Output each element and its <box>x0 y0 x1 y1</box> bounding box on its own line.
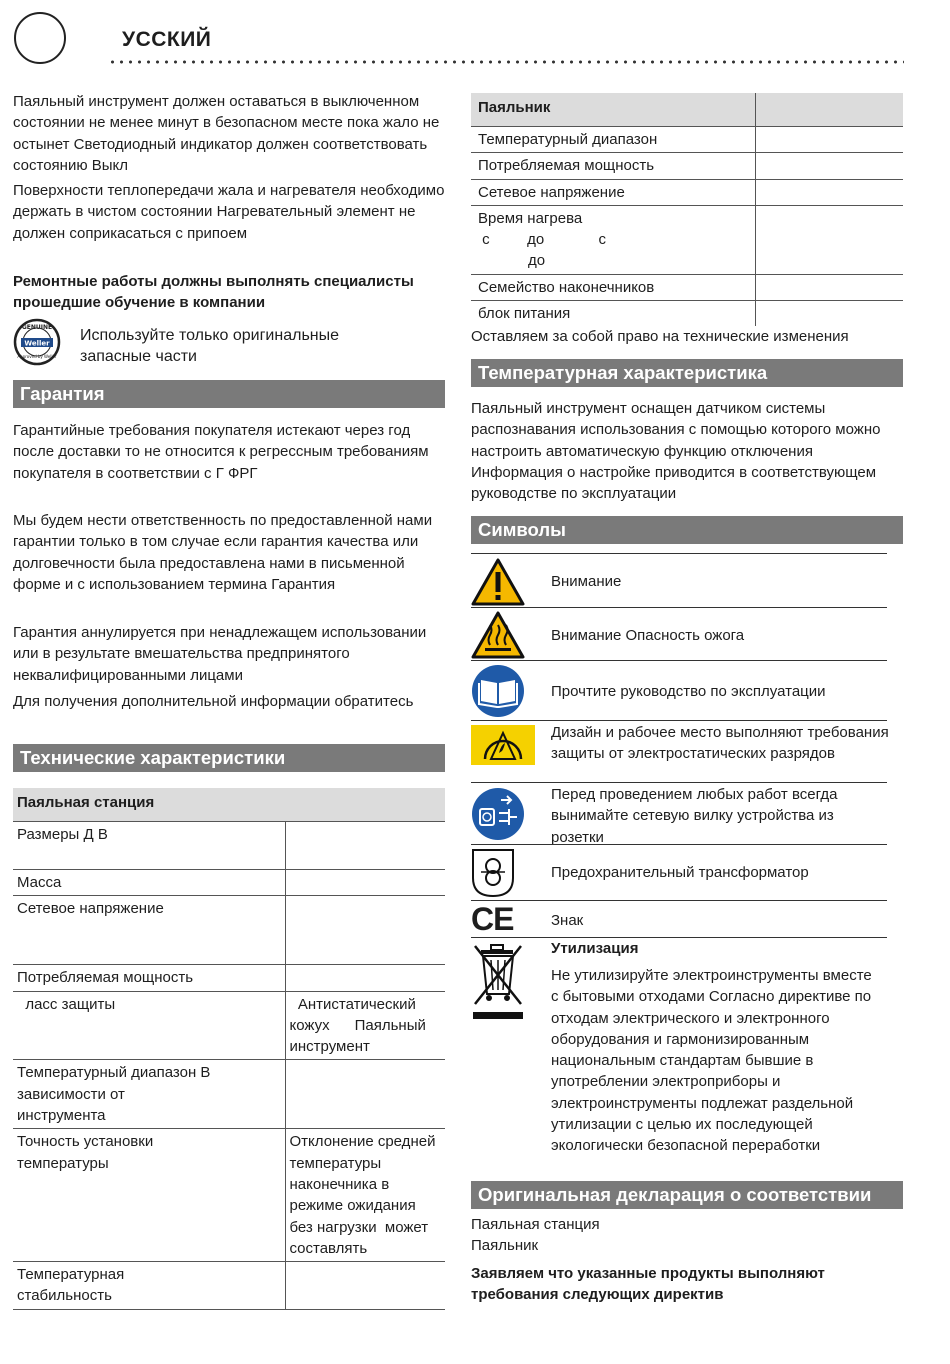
spec-label: блок питания <box>478 305 571 323</box>
iron-spec-header-label: Паяльник <box>471 93 755 127</box>
repair-notice: Ремонтные работы должны выполнять специалисты прошедшие обучение в компании <box>13 273 414 312</box>
symbol-row-hot <box>471 607 887 661</box>
symbol-label: Дизайн и рабочее место выполняют требования защиты от электростатических разрядов <box>551 724 889 763</box>
genuine-parts-text: Используйте только оригинальные запасные части <box>80 327 340 366</box>
symbol-label: Знак <box>551 912 584 929</box>
table-row <box>471 127 903 153</box>
symbol-row-unplug <box>471 782 887 845</box>
spec-value <box>755 205 903 274</box>
symbol-row-esd <box>471 720 887 783</box>
spec-label: ласс защиты <box>13 991 285 1060</box>
genuine-parts-logo <box>13 318 61 366</box>
tech-section-title: Технические характеристики <box>13 744 445 772</box>
spec-label: Потребляемая мощность <box>471 153 755 179</box>
declaration-statement: Заявляем что указанные продукты выполняют требования следующих директив <box>471 1265 825 1304</box>
safety-paragraph-2: Поверхности теплопередачи жала и нагревателя необходимо держать в чистом состоянии Нагревательный элемент не должен соприкасаться с припоем <box>13 182 445 242</box>
warranty-paragraph-3: Гарантия аннулируется при ненадлежащем использовании или в результате вмешательства предпринятого неквалифицированными лицами <box>13 624 427 684</box>
svg-text:Weller: Weller <box>24 339 50 348</box>
station-spec-header-label: Паяльная станция <box>13 788 445 822</box>
esd-icon <box>471 725 535 769</box>
symbol-row-transformer <box>471 844 887 901</box>
declaration-line-2: Паяльник <box>471 1237 539 1254</box>
warranty-section-title: Гарантия <box>13 380 445 408</box>
page-title: УССКИЙ <box>122 28 212 51</box>
language-badge <box>14 12 66 64</box>
manual-icon <box>471 664 525 722</box>
spec-label: Температурный диапазон В зависимости от инструмента <box>13 1060 285 1129</box>
crossed-bin-icon <box>471 942 525 1026</box>
spec-value <box>285 870 445 896</box>
table-row <box>13 822 445 870</box>
spec-label: Сетевое напряжение <box>471 179 755 205</box>
spec-label: Потребляемая мощность <box>13 965 285 991</box>
symbol-row-ce <box>471 900 887 938</box>
table-row <box>471 179 903 205</box>
spec-value <box>755 153 903 179</box>
station-spec-header <box>13 788 445 822</box>
spec-sublabel: с до с <box>478 231 606 249</box>
warranty-paragraph-2: Мы будем нести ответственность по предоставленной нами гарантии только в том случае если гарантия качества или долговечности была предоставлена нами в письменной форме и с использованием термина Гарантия <box>13 512 433 593</box>
hot-surface-icon <box>471 611 525 663</box>
spec-label-heat <box>471 205 755 274</box>
table-row <box>471 274 903 300</box>
transformer-icon <box>471 848 515 902</box>
disposal-title: Утилизация <box>551 940 639 957</box>
spec-label: Точность установки температуры <box>13 1129 285 1262</box>
table-row <box>471 205 903 274</box>
dotted-divider <box>108 60 904 64</box>
symbol-label: Прочтите руководство по эксплуатации <box>551 683 826 700</box>
spec-value <box>285 896 445 965</box>
spec-value <box>755 274 903 300</box>
table-row <box>471 301 903 327</box>
spec-label: Время нагрева <box>478 209 583 227</box>
symbol-label: Внимание Опасность ожога <box>551 627 745 644</box>
spec-value: Антистатический кожух Паяльный инструмент <box>285 991 445 1060</box>
spec-value <box>755 127 903 153</box>
spec-label: Размеры Д В <box>13 822 285 870</box>
spec-value <box>755 301 903 327</box>
temp-section-title: Температурная характеристика <box>471 359 903 387</box>
svg-text:Approved by Weller: Approved by Weller <box>17 354 57 359</box>
spec-label: Масса <box>13 870 285 896</box>
station-spec-table <box>13 788 445 1310</box>
svg-text:GENUINE: GENUINE <box>21 324 53 331</box>
tech-changes-note: Оставляем за собой право на технические изменения <box>471 328 849 345</box>
table-row <box>471 153 903 179</box>
iron-spec-header-value <box>755 93 903 127</box>
symbol-row-disposal <box>471 937 887 1178</box>
ce-icon: CE <box>471 901 514 937</box>
declaration-line-1: Паяльная станция <box>471 1216 600 1233</box>
symbols-section-title: Символы <box>471 516 903 544</box>
declaration-section-title: Оригинальная декларация о соответствии <box>471 1181 903 1209</box>
table-row <box>13 1262 445 1310</box>
iron-spec-header <box>471 93 903 127</box>
symbol-label: Перед проведением любых работ всегда вынимайте сетевую вилку устройства из розетки <box>551 786 838 846</box>
temp-paragraph: Паяльный инструмент оснащен датчиком системы распознавания использования с помощью которого можно настроить автоматическую функцию отключения Информация о настройке приводится в соответствующем руководстве по эксплуатации <box>471 400 881 503</box>
spec-value: Отклонение средней температуры наконечника в режиме ожидания без нагрузки может составлять <box>285 1129 445 1262</box>
symbol-row-warning <box>471 553 887 608</box>
table-row <box>13 1060 445 1129</box>
symbol-row-manual <box>471 660 887 721</box>
warranty-paragraph-4: Для получения дополнительной информации обратитесь <box>13 693 414 710</box>
spec-sublabel: до <box>478 252 546 270</box>
warranty-paragraph-1: Гарантийные требования покупателя истекают через год после доставки то не относится к регрессным требованиям покупателя в соответствии с Г ФРГ <box>13 422 429 482</box>
symbol-label: Предохранительный трансформатор <box>551 864 809 881</box>
spec-label: Семейство наконечников <box>471 274 755 300</box>
spec-value <box>285 965 445 991</box>
table-row <box>13 870 445 896</box>
spec-value <box>285 1060 445 1129</box>
symbol-label: Внимание <box>551 573 622 590</box>
table-row <box>13 991 445 1060</box>
spec-value <box>755 179 903 205</box>
safety-paragraph-1: Паяльный инструмент должен оставаться в выключенном состоянии не менее минут в безопасном месте пока жало не остынет Светодиодный индикатор должен соответствовать состоянию Выкл <box>13 93 440 174</box>
spec-value <box>285 822 445 870</box>
spec-value <box>285 1262 445 1310</box>
table-row <box>13 896 445 965</box>
disposal-text: Не утилизируйте электроинструменты вместе с бытовыми отходами Согласно директиве по отходам электрического и электронного оборудования и гармонизированным национальным стандартам бывшие в употреблении электроприборы и электроинструменты подлежат раздельной утилизации с целью их последующей экологически безопасной переработки <box>551 967 872 1155</box>
warning-icon <box>471 558 525 610</box>
spec-label: Сетевое напряжение <box>13 896 285 965</box>
spec-label: Температурная стабильность <box>13 1262 285 1310</box>
iron-spec-table <box>471 93 903 326</box>
spec-label: Температурный диапазон <box>471 127 755 153</box>
table-row <box>13 965 445 991</box>
table-row <box>13 1129 445 1262</box>
unplug-icon <box>471 787 525 845</box>
